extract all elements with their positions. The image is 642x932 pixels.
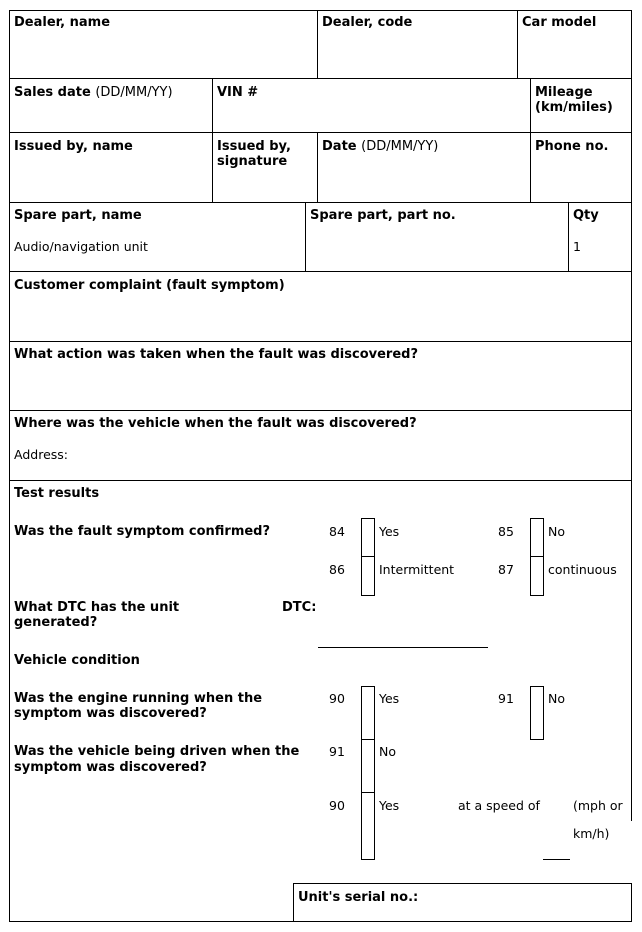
option-no-engine: No xyxy=(548,691,565,706)
date-label xyxy=(322,139,438,154)
speed-unit-2: km/h) xyxy=(573,826,610,841)
row-line-4 xyxy=(9,271,632,272)
address-label: Address: xyxy=(14,447,68,462)
checkbox-90-engine[interactable] xyxy=(361,686,375,740)
issued-by-name-label: Issued by, name xyxy=(14,139,133,154)
checkbox-85-87[interactable] xyxy=(530,518,544,596)
checkbox-84-86[interactable] xyxy=(361,518,375,596)
action-taken-label: What action was taken when the fault was discovered? xyxy=(14,347,418,362)
code-91-driven: 91 xyxy=(329,744,345,759)
dtc-question-1: What DTC has the unit xyxy=(14,600,180,615)
qty-label: Qty xyxy=(573,208,599,223)
option-yes-driven: Yes xyxy=(379,798,400,813)
row-line-1 xyxy=(9,78,632,79)
sales-date-format: (DD/MM/YY) xyxy=(95,85,173,100)
vehicle-location-label: Where was the vehicle when the fault was discovered? xyxy=(14,416,417,431)
row-line-6 xyxy=(9,410,632,411)
code-87: 87 xyxy=(498,562,514,577)
option-no-driven: No xyxy=(379,744,396,759)
row-line-2b xyxy=(530,132,632,133)
engine-running-question-2: symptom was discovered? xyxy=(14,706,207,721)
option-continuous: continuous xyxy=(548,562,617,577)
border-bottom xyxy=(9,921,293,922)
at-speed-label: at a speed of xyxy=(458,798,540,813)
engine-running-question-1: Was the engine running when the xyxy=(14,691,263,706)
spare-part-name-label: Spare part, name xyxy=(14,208,142,223)
qty-value: 1 xyxy=(573,239,581,254)
vehicle-driven-question-2: symptom was discovered? xyxy=(14,760,207,775)
issued-by-signature-label-1: Issued by, xyxy=(217,139,291,154)
mileage-label-2: (km/miles) xyxy=(535,100,613,115)
checkbox-85-87-divider xyxy=(530,556,544,557)
sales-date-label xyxy=(14,85,173,100)
vin-label: VIN # xyxy=(217,85,259,100)
border-left xyxy=(9,10,10,922)
col-mileage xyxy=(530,78,531,203)
fault-confirmed-question: Was the fault symptom confirmed? xyxy=(14,524,271,539)
option-yes-engine: Yes xyxy=(379,691,400,706)
row-line-5 xyxy=(9,341,632,342)
car-model-label: Car model xyxy=(522,15,597,30)
customer-complaint-label: Customer complaint (fault symptom) xyxy=(14,278,285,293)
spare-part-name-value: Audio/navigation unit xyxy=(14,239,148,254)
col-vin xyxy=(212,78,213,203)
speed-input-line[interactable] xyxy=(543,859,570,860)
col-date xyxy=(317,132,318,203)
checkbox-91-engine[interactable] xyxy=(530,686,544,740)
phone-no-label: Phone no. xyxy=(535,139,609,154)
code-84: 84 xyxy=(329,524,345,539)
date-format: (DD/MM/YY) xyxy=(361,139,439,154)
serial-number-label: Unit's serial no.: xyxy=(298,890,419,905)
row-line-7 xyxy=(9,480,632,481)
dtc-question-2: generated? xyxy=(14,615,98,630)
col-part-no xyxy=(305,202,306,272)
speed-unit-1: (mph or xyxy=(573,798,623,813)
checkbox-84-86-divider xyxy=(361,556,375,557)
dealer-name-label: Dealer, name xyxy=(14,15,111,30)
code-86: 86 xyxy=(329,562,345,577)
col-car-model xyxy=(517,10,518,79)
code-90-driven: 90 xyxy=(329,798,345,813)
row-line-2a xyxy=(9,132,530,133)
code-91-engine: 91 xyxy=(498,691,514,706)
option-yes-confirmed: Yes xyxy=(379,524,400,539)
spare-part-no-label: Spare part, part no. xyxy=(310,208,456,223)
vehicle-driven-question-1: Was the vehicle being driven when the xyxy=(14,744,300,759)
mileage-label-1: Mileage xyxy=(535,85,593,100)
date-text: Date xyxy=(322,139,357,154)
option-intermittent: Intermittent xyxy=(379,562,455,577)
col-dealer-code xyxy=(317,10,318,79)
border-top xyxy=(9,10,632,11)
test-results-heading: Test results xyxy=(14,486,100,501)
checkbox-driven-divider xyxy=(361,792,375,793)
row-line-3 xyxy=(9,202,632,203)
dtc-label: DTC: xyxy=(282,600,317,615)
option-no-confirmed: No xyxy=(548,524,565,539)
dealer-code-label: Dealer, code xyxy=(322,15,413,30)
issued-by-signature-label-2: signature xyxy=(217,154,288,169)
checkbox-driven[interactable] xyxy=(361,739,375,860)
code-90-engine: 90 xyxy=(329,691,345,706)
sales-date-text: Sales date xyxy=(14,85,91,100)
code-85: 85 xyxy=(498,524,514,539)
col-qty xyxy=(568,202,569,272)
vehicle-condition-heading: Vehicle condition xyxy=(14,653,140,668)
dtc-input-line[interactable] xyxy=(318,647,488,648)
